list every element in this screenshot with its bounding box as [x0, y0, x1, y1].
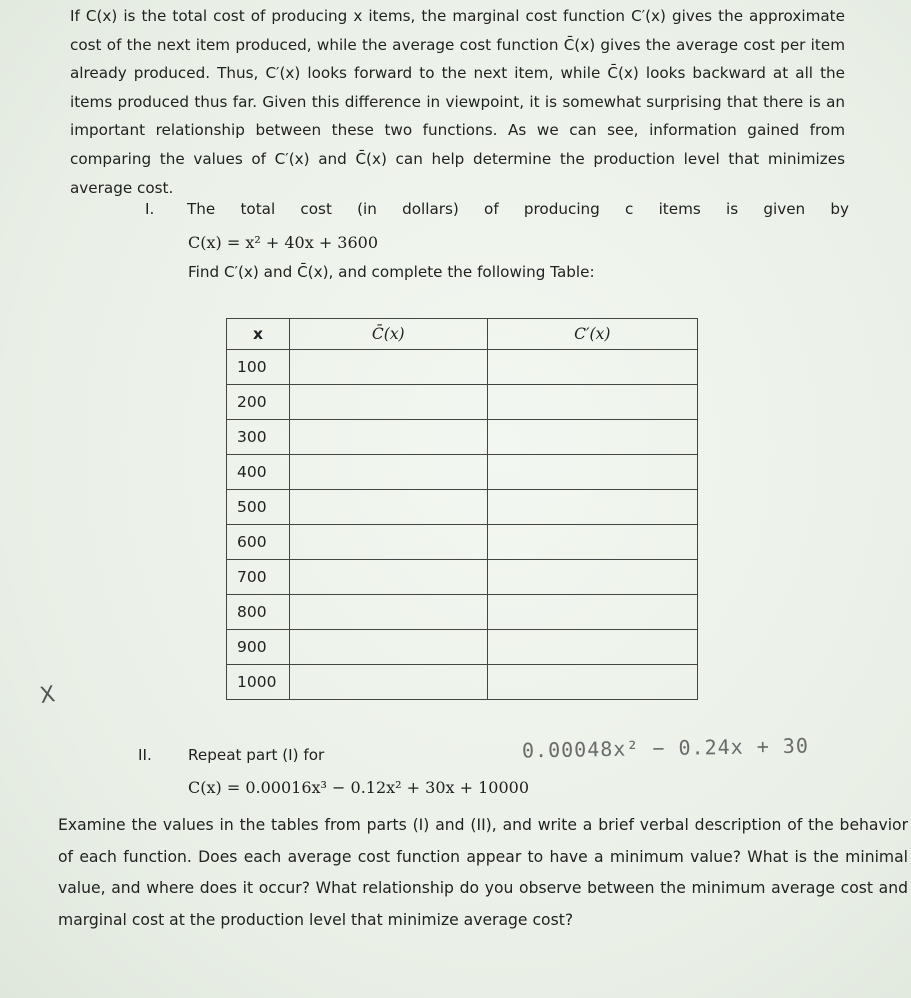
marginal-cost-cell[interactable] — [487, 350, 697, 385]
x-value-cell: 300 — [227, 420, 290, 455]
x-value-cell: 1000 — [227, 665, 290, 700]
marginal-cost-cell[interactable] — [487, 595, 697, 630]
margin-x-mark: X — [38, 682, 57, 709]
header-x: x — [227, 319, 290, 350]
closing-paragraph: Examine the values in the tables from parts (I) and (II), and write a brief verbal description of the behavior of each function. Does each average cost function appear to have a minimum value? What is the minimal value, and where does it occur? What relationship do you observe between the minimum average cost and marginal cost at the production level that minimize average cost? — [58, 816, 908, 929]
table-row — [227, 665, 698, 700]
x-value-cell: 500 — [227, 490, 290, 525]
header-marginal-cost: C′(x) — [487, 319, 697, 350]
part-2-label: II. — [138, 746, 152, 764]
x-value-cell: 900 — [227, 630, 290, 665]
intro-paragraph: If C(x) is the total cost of producing x items, the marginal cost function C′(x) gives the approximate cost of the next item produced, while the average cost function C̄(x) gives the average cost per item already produced. Thus, C′(x) looks forward to the next item, while C̄(x) looks backward at all the items produced thus far. Given this difference in viewpoint, it is somewhat surprising that there is an important relationship between these two functions. As we can see, information gained from comparing the values of C′(x) and C̄(x) can help determine the production level that minimizes average cost. — [70, 7, 845, 197]
part-1-instruction: Find C′(x) and C̄(x), and complete the following Table: — [188, 263, 595, 281]
table-row — [227, 490, 698, 525]
x-value-cell: 600 — [227, 525, 290, 560]
table-row — [227, 560, 698, 595]
marginal-cost-cell[interactable] — [487, 420, 697, 455]
part-2-text: Repeat part (I) for — [188, 746, 325, 764]
table-row — [227, 595, 698, 630]
marginal-cost-cell[interactable] — [487, 385, 697, 420]
marginal-cost-cell[interactable] — [487, 665, 697, 700]
values-table — [226, 318, 698, 700]
table-row — [227, 525, 698, 560]
average-cost-cell[interactable] — [290, 490, 488, 525]
average-cost-cell[interactable] — [290, 630, 488, 665]
table-row — [227, 630, 698, 665]
average-cost-cell[interactable] — [290, 420, 488, 455]
marginal-cost-cell[interactable] — [487, 630, 697, 665]
x-value-cell: 700 — [227, 560, 290, 595]
header-average-cost: C̄(x) — [290, 319, 488, 350]
marginal-cost-cell[interactable] — [487, 490, 697, 525]
table-body — [227, 350, 698, 700]
average-cost-cell[interactable] — [290, 560, 488, 595]
x-value-cell: 400 — [227, 455, 290, 490]
part-1-formula: C(x) = x² + 40x + 3600 — [188, 233, 379, 252]
average-cost-cell[interactable] — [290, 525, 488, 560]
marginal-cost-cell[interactable] — [487, 560, 697, 595]
table-header-row — [227, 319, 698, 350]
table-row — [227, 350, 698, 385]
average-cost-cell[interactable] — [290, 665, 488, 700]
table-row — [227, 385, 698, 420]
average-cost-cell[interactable] — [290, 455, 488, 490]
part-1-label: I. — [145, 200, 155, 218]
x-value-cell: 200 — [227, 385, 290, 420]
marginal-cost-cell[interactable] — [487, 455, 697, 490]
handwritten-note: 0.00048x² − 0.24x + 30 — [521, 733, 810, 763]
x-value-cell: 100 — [227, 350, 290, 385]
table-row — [227, 420, 698, 455]
x-value-cell: 800 — [227, 595, 290, 630]
average-cost-cell[interactable] — [290, 595, 488, 630]
marginal-cost-cell[interactable] — [487, 525, 697, 560]
part-2-formula: C(x) = 0.00016x³ − 0.12x² + 30x + 10000 — [188, 778, 530, 797]
table-row — [227, 455, 698, 490]
average-cost-cell[interactable] — [290, 385, 488, 420]
average-cost-cell[interactable] — [290, 350, 488, 385]
part-1-statement: The total cost (in dollars) of producing c items is given by — [187, 200, 849, 218]
